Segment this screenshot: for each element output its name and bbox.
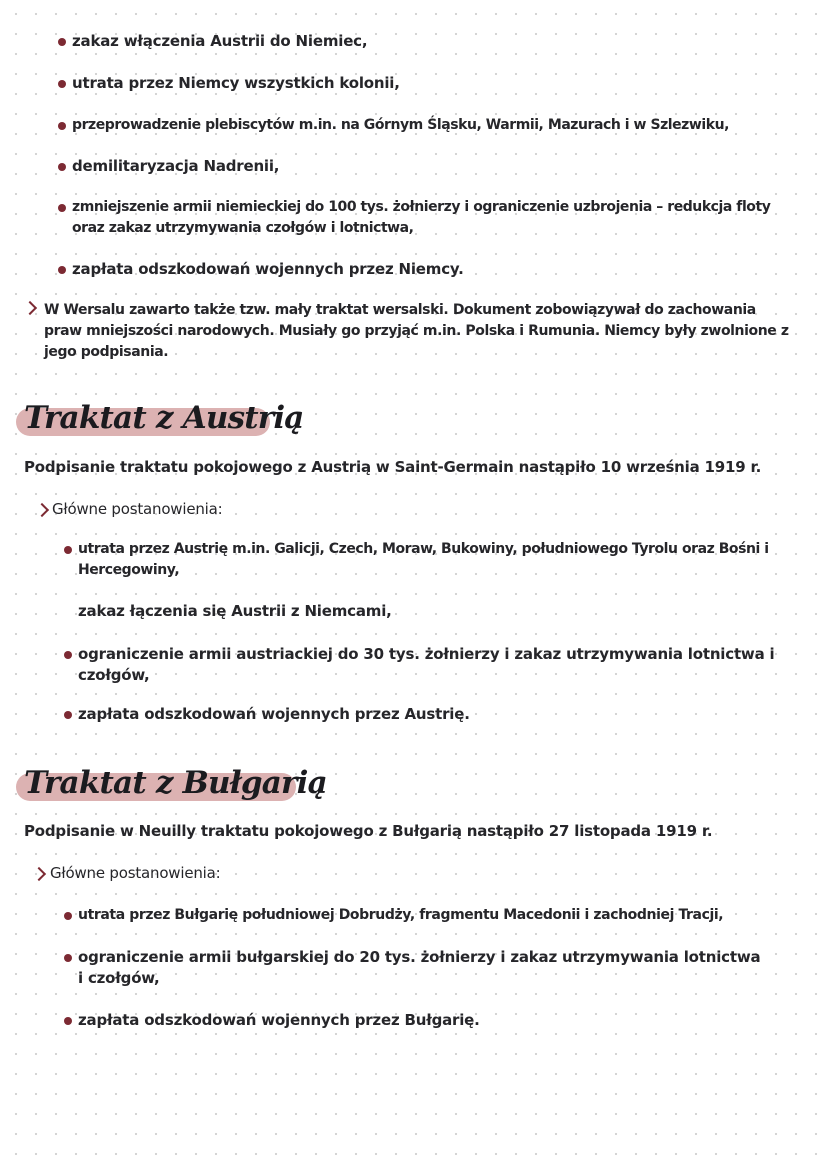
list-item: zapłata odszkodowań wojennych przez Austrię. [78, 705, 470, 723]
list-item: utrata przez Niemcy wszystkich kolonii, [72, 74, 400, 92]
bullet-dot-icon [64, 1017, 72, 1025]
heading-text: Traktat z Bułgarią [24, 765, 327, 801]
chevron-right-icon [35, 503, 49, 517]
list-item: ograniczenie armii bułgarskiej do 20 tys. żołnierzy i zakaz utrzymywania lotnictwa i czołgów, [78, 948, 761, 987]
list-item: demilitaryzacja Nadrenii, [72, 157, 280, 175]
chevron-right-icon [23, 301, 37, 315]
list-item: ograniczenie armii austriackiej do 30 tys. żołnierzy i zakaz utrzymywania lotnictwa i czołgów, [78, 645, 775, 684]
list-item: zapłata odszkodowań wojennych przez Bułgarię. [78, 1011, 480, 1029]
bullet-dot-icon [58, 266, 66, 274]
list-item: zakaz włączenia Austrii do Niemiec, [72, 32, 368, 50]
bullet-dot-icon [64, 912, 72, 920]
bullet-dot-icon [64, 651, 72, 659]
bullet-dot-icon [64, 711, 72, 719]
bullet-dot-icon [58, 122, 66, 130]
austria-subheading: Główne postanowienia: [52, 500, 223, 518]
list-item: przeprowadzenie plebiscytów m.in. na Górnym Śląsku, Warmii, Mazurach i w Szlezwiku, [72, 117, 729, 133]
list-item: zakaz łączenia się Austrii z Niemcami, [78, 602, 392, 620]
list-item: utrata przez Austrię m.in. Galicji, Czech, Moraw, Bukowiny, południowego Tyrolu oraz Bośni i Hercegowiny, [78, 541, 769, 578]
heading-text: Traktat z Austrią [24, 400, 304, 436]
section-heading-austria [16, 398, 304, 438]
bullet-dot-icon [58, 204, 66, 212]
austria-intro: Podpisanie traktatu pokojowego z Austrią w Saint-Germain nastąpiło 10 września 1919 r. [24, 458, 762, 476]
section-heading-bulgaria [16, 763, 327, 803]
bullet-dot-icon [58, 38, 66, 46]
chevron-right-icon [32, 867, 46, 881]
list-item: zapłata odszkodowań wojennych przez Niemcy. [72, 260, 464, 278]
list-item: utrata przez Bułgarię południowej Dobrudży, fragmentu Macedonii i zachodniej Tracji, [78, 907, 724, 923]
small-treaty-paragraph: W Wersalu zawarto także tzw. mały traktat wersalski. Dokument zobowiązywał do zachowania praw mniejszości narodowych. Musiały go przyjąć m.in. Polska i Rumunia. Niemcy były zwolnione z jego podpisania. [44, 302, 789, 360]
list-item: zmniejszenie armii niemieckiej do 100 tys. żołnierzy i ograniczenie uzbrojenia – redukcja floty oraz zakaz utrzymywania czołgów i lotnictwa, [72, 199, 771, 236]
bullet-dot-icon [58, 80, 66, 88]
bullet-dot-icon [64, 954, 72, 962]
bullet-dot-icon [64, 546, 72, 554]
bulgaria-subheading: Główne postanowienia: [50, 864, 221, 882]
bulgaria-intro: Podpisanie w Neuilly traktatu pokojowego z Bułgarią nastąpiło 27 listopada 1919 r. [24, 822, 713, 840]
bullet-dot-icon [58, 163, 66, 171]
